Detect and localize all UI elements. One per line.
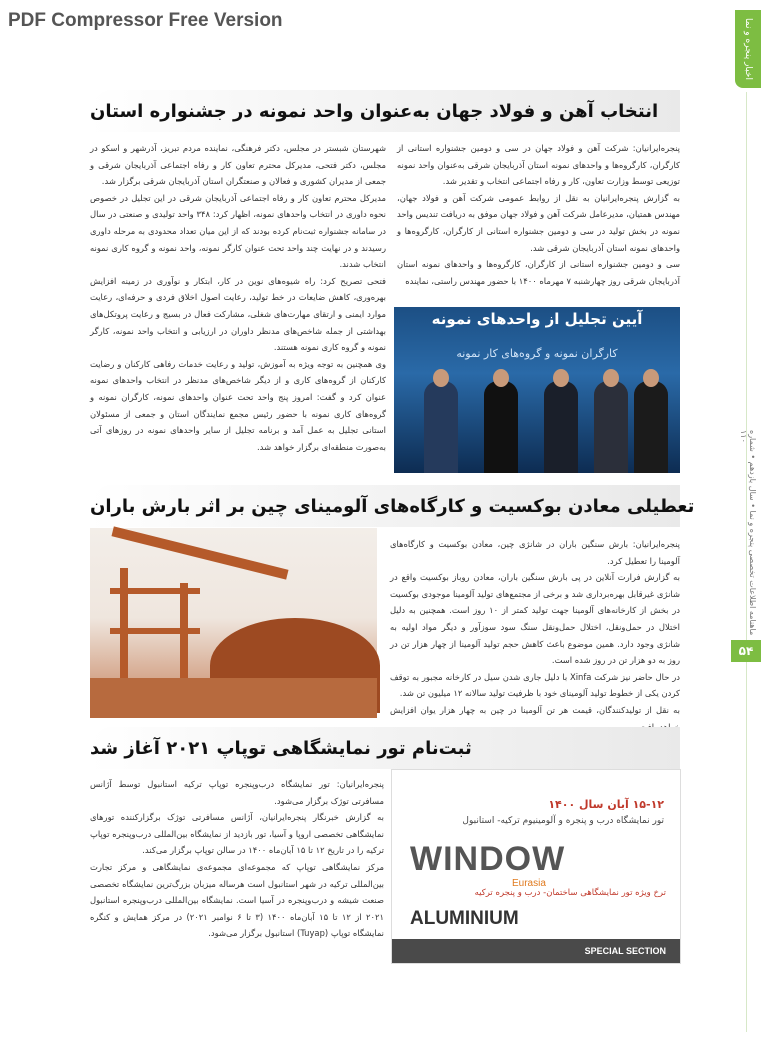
paragraph: پنجره‌ایرانیان: شرکت آهن و فولاد جهان در سی و دومین جشنواره استانی از کارگران، کارگروه‌ها و واحدهای نمونه استان آذربایجان شرقی به‌عنوان واحد نمونه توزیعی توسط وزارت تعاون، کار و رفاه اجتماعی انتخاب و تقدیر شد. [397, 143, 680, 187]
person-figure [594, 381, 628, 473]
crane-strut [110, 588, 200, 594]
article3-body [90, 776, 384, 966]
article1-right-column [397, 140, 680, 305]
section-tab[interactable]: اخبار پنجره و نما [735, 10, 761, 88]
page-number: ۵۴ [731, 640, 761, 662]
article1-title: انتخاب آهن و فولاد جهان به‌عنوان واحد نمونه در جشنواره استان [90, 100, 659, 122]
paragraph: به گزارش فرارت آنلاین در پی بارش سنگین باران، معادن روباز بوکسیت واقع در شانژی غیرقابل بهره‌برداری شد و برخی از مجتمع‌های تولید آلومینا موجودی بوکسیت در بخش از کارخانه‌های آلومینا جهت تولید کمتر از ۱۰ روز است. همچنین به دلیل اختلال در حمل‌ونقل، اختلال حمل‌ونقل سنگ سود سوزآور و دیگر مواد اولیه به شانژی وجود دارد. همین موضوع باعث کاهش حجم تولید آلومینا از چهار هزار تن در روز به دو هزار تن در روز شده است. [390, 572, 680, 666]
article2-headline [90, 485, 695, 527]
person-figure [484, 381, 518, 473]
paragraph: به نقل از تولیدکنندگان، قیمت هر تن آلومینا در چین به چهار هزار یوان افزایش [390, 704, 680, 715]
paragraph: مدیرکل محترم تعاون کار و رفاه اجتماعی آذربایجان شرقی در این تجلیل در خصوص نحوه داوری در انتخاب واحدهای نمونه، اظهار کرد: ۳۴۸ واحد تولیدی و صنعتی در سال در سامانه جشنواره ثبت‌نام کرده بودند که از این میان تعداد محدودی به مرحله داوری رسیدند و در نهایت چند واحد تحت عنوان کارگر نمونه، واحد نمونه و گروه کاری نمونه انتخاب شدند. [90, 192, 386, 270]
person-head [553, 369, 569, 387]
paragraph: به گزارش پنجره‌ایرانیان به نقل از روابط عمومی شرکت آهن و فولاد جهان، مهندس همتیان، مدیرعامل شرکت آهن و فولاد جهان موفق به دریافت تندیس واحد نمونه در بخش تولید در سی و دومین جشنواره استانی از کارگران، کارگروه‌ها و واحدهای نمونه استان آذربایجان شرقی شد. [397, 192, 680, 253]
ground [90, 678, 377, 718]
person-figure [544, 381, 578, 473]
article1-photo [394, 307, 680, 473]
paragraph: سی و دومین جشنواره استانی از کارگران، کارگروه‌ها و واحدهای نمونه استان آذربایجان شرقی روز چهارشنبه ۷ مهرماه ۱۴۰۰ با حضور مهندس راستی، نماینده [397, 259, 680, 286]
paragraph: شهرستان شبستر در مجلس، دکتر فرهنگی، نماینده مردم تبریز، آذرشهر و اسکو در مجلس، دکتر فتحی، مدیرکل محترم تعاون کار و رفاه اجتماعی آذربایجان شرقی و جمعی از مدیران کشوری و فعالان و صنعتگران استان آذربایجان شرقی برگزار شد. [90, 143, 386, 187]
article3-headline [90, 727, 680, 769]
paragraph: پنجره‌ایرانیان: تور نمایشگاه درب‌وپنجره توپاپ ترکیه استانبول توسط آژانس مسافرتی توژک برگزار می‌شود. [90, 779, 384, 806]
poster-date: ۱۵-۱۲ آبان سال ۱۴۰۰ [548, 798, 664, 811]
article2-photo-bauxite-mine [90, 528, 377, 708]
crane-strut [110, 628, 200, 634]
article3-poster [391, 769, 681, 964]
person-figure [634, 381, 668, 473]
person-head [493, 369, 509, 387]
article1-left-column [90, 140, 386, 473]
poster-subtitle: ترخ ویژه تور نمایشگاهی ساختمان- درب و پنجره ترکیه [474, 888, 666, 898]
person-head [433, 369, 449, 387]
watermark: PDF Compressor Free Version [8, 10, 283, 31]
special-section-bar: SPECIAL SECTION [392, 939, 680, 963]
article2-body [390, 536, 680, 715]
paragraph: وی همچنین به توجه ویژه به آموزش، تولید و رعایت خدمات رفاهی کارکنان و رضایت کارکنان از گروه‌های کاری و از دیگر شاخص‌های مدنظر در انتخاب واحدهای نمونه عنوان کرد و گفت: امروز پنج واحد تحت عنوان واحدهای نمونه، کارگران نمونه و گروه‌های کاری نمونه با حضور رئیس مجمع نمایندگان استان و جمعی از مسئولان استانی تجلیل به عمل آمد و برنامه تجلیل از سایر واحدهای نمونه در روزهای آتی به‌صورت منطقه‌ای برگزار خواهد شد. [90, 358, 386, 452]
person-head [643, 369, 659, 387]
window-eurasia-logo: WINDOW [410, 840, 566, 878]
person-figure [424, 381, 458, 473]
article1-headline [90, 90, 680, 132]
photo-banner-subtitle: کارگران نمونه و گروه‌های کار نمونه [456, 347, 618, 360]
person-head [603, 369, 619, 387]
poster-title: تور نمایشگاه درب و پنجره و آلومینیوم ترکیه- استانبول [462, 816, 664, 826]
eurasia-label: Eurasia [512, 878, 546, 889]
article2-title: تعطیلی معادن بوکسیت و کارگاه‌های آلومینای چین بر اثر بارش باران [90, 495, 695, 517]
conveyor-beam [111, 526, 288, 579]
paragraph: مرکز نمایشگاهی توپاپ که مجموعه‌ای مجموعه‌ی نمایشگاهی و مرکز تجارت بین‌المللی ترکیه در شهر استانبول است هرساله میزبان بزرگ‌ترین نمایشگاه تخصصی صنعت شیشه و درب‌وپنجره در آسیا است. نمایشگاه بین‌المللی درب‌وپنجره استانبول ۲۰۲۱ از ۱۲ تا ۱۵ آبان‌ماه ۱۴۰۰ (۳ تا ۶ نوامبر ۲۰۲۱) در مرکز همایش و کنگره نمایشگاه توپاپ (Tuyap) استانبول برگزار می‌شود. [90, 861, 384, 939]
paragraph: فتحی تصریح کرد: راه شیوه‌های نوین در کار، ابتکار و نوآوری در زمینه افزایش بهره‌وری، کاهش ضایعات در خط تولید، رعایت اصول اخلاق فردی و حرفه‌ای، رعایت موارد ایمنی و ارتقای مهارت‌های شغلی، مشارکت فعال در بسیج و رعایت پروتکل‌های بهداشتی از جمله شاخص‌های مدنظر داوران در ارزیابی و انتخاب واحد نمونه، کارگر نمونه و گروه کاری نمونه هستند. [90, 275, 386, 353]
magazine-issue-info: ماهنامه اطلاعات تخصصی پنجره و نما • سال یازدهم • شماره ۱۱۰ [739, 430, 757, 636]
paragraph: در حال حاضر نیز شرکت Xinfa با دلیل جاری شدن سیل در کارخانه مجبور به توقف کردن یکی از خطوط تولید آلومینای خود با ظرفیت تولید سالانه ۱۲ میلیون تن شد. [390, 671, 680, 699]
aluminium-logo: ALUMINIUM [410, 908, 519, 929]
photo-banner: آیین تجلیل از واحدهای نمونه [431, 310, 643, 328]
paragraph: به گزارش خبرنگار پنجره‌ایرانیان، آژانس مسافرتی توژک برگزارکننده تورهای نمایشگاهی تخصصی اروپا و آسیا، تور بازدید از نمایشگاه بین‌المللی درب‌وپنجره توپاپ ترکیه را در تاریخ ۱۲ تا ۱۵ آبان‌ماه ۱۴۰۰ در سالن توپاپ برگزار می‌کند. [90, 812, 384, 856]
article3-title: ثبت‌نام تور نمایشگاهی توپاپ ۲۰۲۱ آغاز شد [90, 737, 472, 759]
paragraph: پنجره‌ایرانیان: بارش سنگین باران در شانژی چین، معادن بوکسیت و کارگاه‌های آلومینا را تعطیل کرد. [390, 539, 680, 566]
